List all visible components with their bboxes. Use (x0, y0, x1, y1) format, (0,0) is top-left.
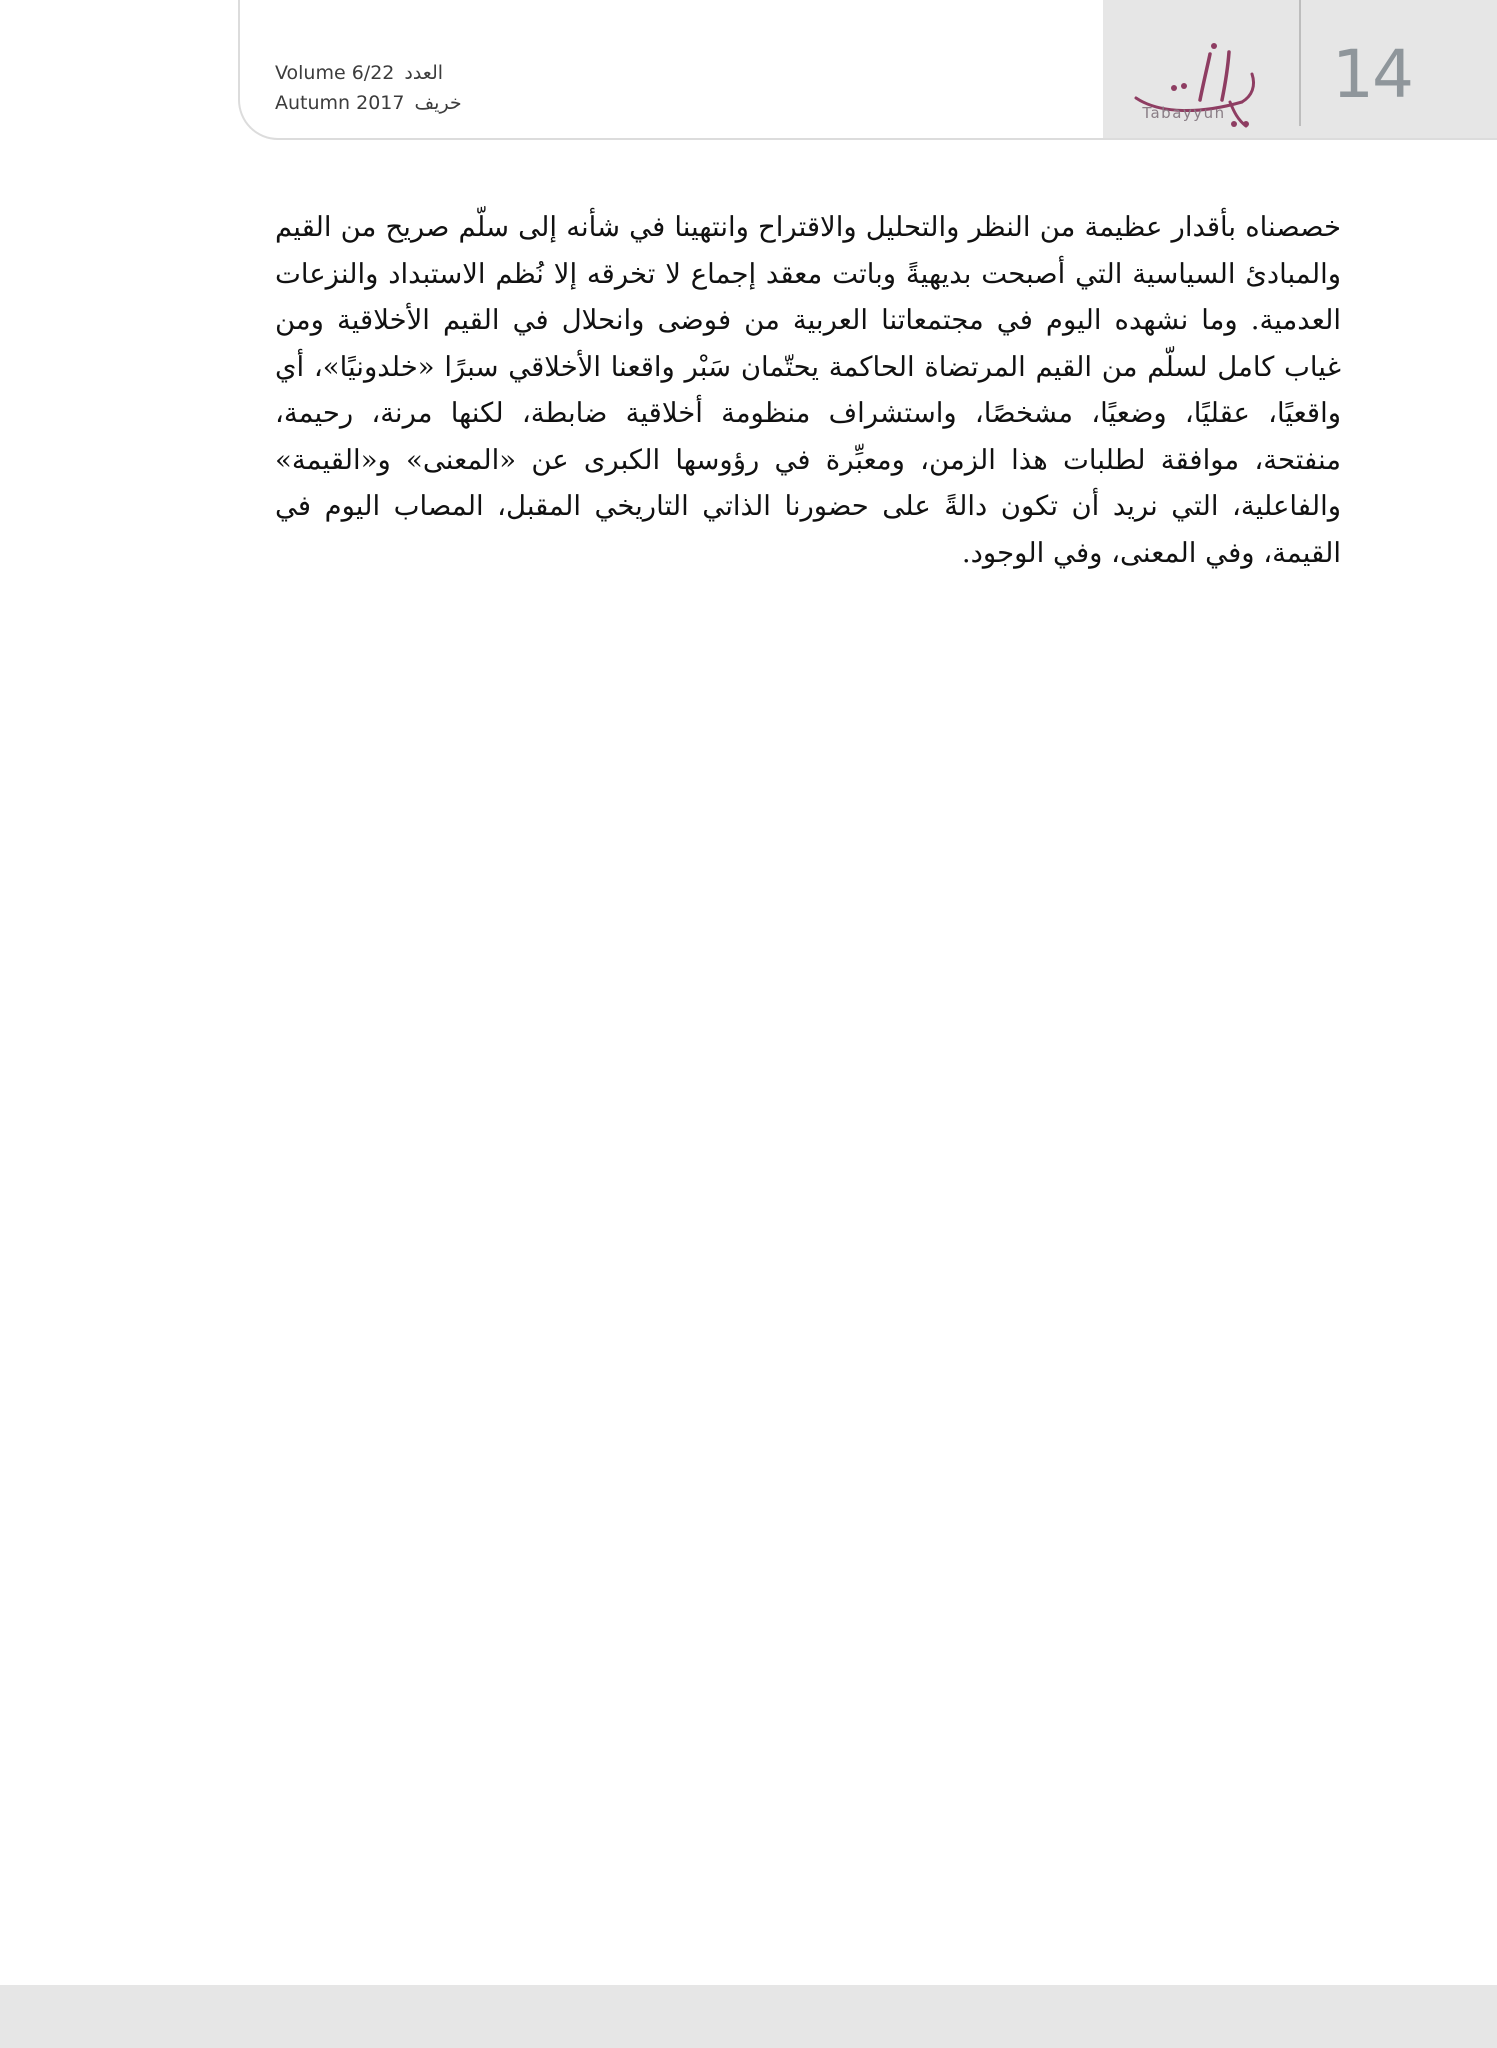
volume-label: Volume 6/22 (275, 62, 395, 84)
issue-line (275, 58, 462, 88)
page-number: 14 (1332, 36, 1412, 113)
issue-meta (275, 58, 462, 118)
journal-name-latin: Tabayyun (1142, 104, 1226, 122)
footer-band (0, 1985, 1497, 2048)
season-arabic-label: خريف (414, 92, 462, 114)
season-line (275, 88, 462, 118)
header-divider (1299, 0, 1301, 126)
issue-arabic-label: العدد (404, 62, 444, 84)
season-label: Autumn 2017 (275, 92, 405, 114)
body-paragraph: خصصناه بأقدار عظيمة من النظر والتحليل والاقتراح وانتهينا في شأنه إلى سلّم صريح من القيم والمبادئ السياسية التي أصبحت بديهيةً وباتت معقد إجماع لا تخرقه إلا نُظم الاستبداد والنزعات العدمية. وما نشهده اليوم في مجتمعاتنا العربية من فوضى وانحلال في القيم الأخلاقية ومن غياب كامل لسلّم من القيم المرتضاة الحاكمة يحتّمان سَبْر واقعنا الأخلاقي سبرًا «خلدونيًا»، أي واقعيًا، عقليًا، وضعيًا، مشخصًا، واستشراف منظومة أخلاقية ضابطة، لكنها مرنة، رحيمة، منفتحة، موافقة لطلبات هذا الزمن، ومعبِّرة في رؤوسها الكبرى عن «المعنى» و«القيمة» والفاعلية، التي نريد أن تكون دالةً على حضورنا الذاتي التاريخي المقبل، المصاب اليوم في القيمة، وفي المعنى، وفي الوجود. (275, 211, 1341, 569)
